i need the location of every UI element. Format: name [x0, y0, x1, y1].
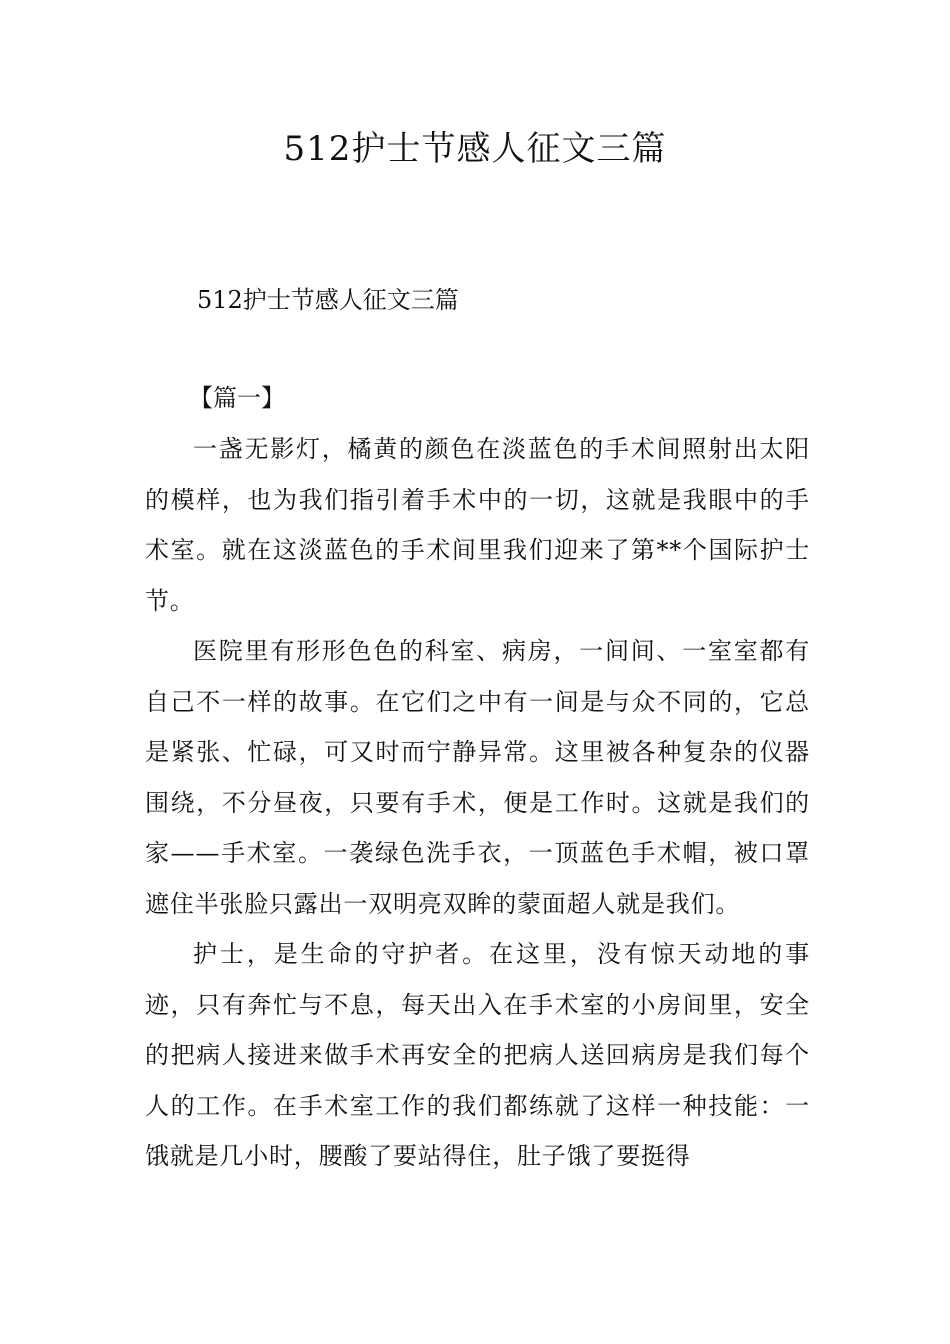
body-text [145, 424, 810, 1182]
document-subtitle: 512护士节感人征文三篇 [197, 286, 459, 314]
section-heading: 【篇一】 [189, 384, 285, 412]
document-title: 512护士节感人征文三篇 [283, 129, 667, 169]
paragraph-2: 医院里有形形色色的科室、病房，一间间、一室室都有自己不一样的故事。在它们之中有一间是与众不同的，它总是紧张、忙碌，可又时而宁静异常。这里被各种复杂的仪器围绕，不分昼夜，只要有手术，便是工作时。这就是我们的家——手术室。一袭绿色洗手衣，一顶蓝色手术帽，被口罩遮住半张脸只露出一双明亮双眸的蒙面超人就是我们。 [145, 637, 810, 918]
paragraph-3: 护士，是生命的守护者。在这里，没有惊天动地的事迹，只有奔忙与不息，每天出入在手术室的小房间里，安全的把病人接进来做手术再安全的把病人送回病房是我们每个人的工作。在手术室工作的我们都练就了这样一种技能：一饿就是几小时，腰酸了要站得住，肚子饿了要挺得 [145, 940, 810, 1170]
paragraph-1: 一盏无影灯，橘黄的颜色在淡蓝色的手术间照射出太阳的模样，也为我们指引着手术中的一切，这就是我眼中的手术室。就在这淡蓝色的手术间里我们迎来了第**个国际护士节。 [145, 435, 810, 615]
